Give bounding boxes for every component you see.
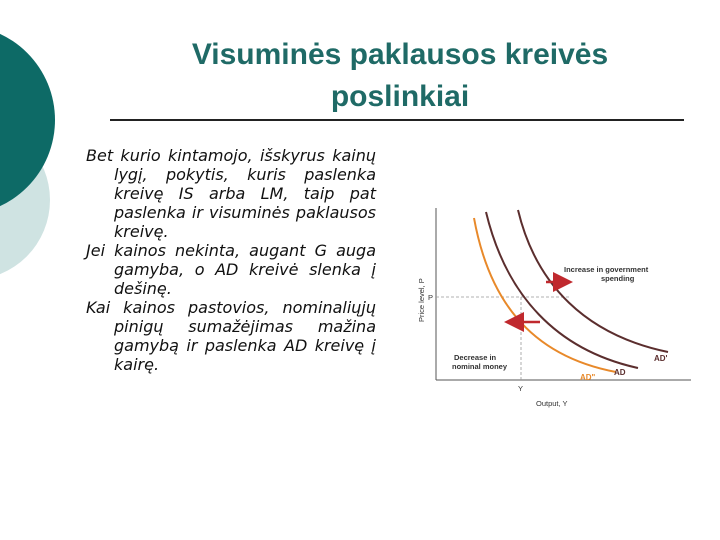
paragraph-3: Kai kainos pastovios, nominaliųjų pinigų sumažėjimas mažina gamybą ir paslenka AD kreivę į kairę.	[86, 298, 376, 374]
paragraph-1: Bet kurio kintamojo, išskyrus kainų lygį, pokytis, kuris paslenka kreivę IS arba LM, taip pat paslenka ir visuminės paklausos kreivę.	[86, 146, 376, 241]
ad-curve	[486, 212, 638, 368]
ad-double-prime-label: AD"	[580, 373, 596, 382]
title-underline	[110, 119, 684, 121]
increase-annotation-line2: spending	[601, 274, 635, 283]
ad-prime-curve	[518, 210, 668, 352]
ad-label: AD	[614, 368, 626, 377]
ad-shift-figure	[406, 200, 696, 415]
slide-title-line2: poslinkiai	[330, 80, 470, 113]
y-axis-label: Price level, P	[417, 278, 426, 322]
decorative-circles	[0, 0, 80, 300]
y-tick-label: Y	[518, 384, 524, 393]
p-tick-label: P	[428, 293, 434, 302]
paragraph-2: Jei kainos nekinta, augant G auga gamyba, o AD kreivė slenka į dešinę.	[86, 241, 376, 298]
decrease-annotation-line1: Decrease in	[454, 353, 497, 362]
slide-title	[110, 34, 690, 118]
x-axis-label: Output, Y	[536, 399, 568, 408]
decrease-annotation-line2: nominal money	[452, 362, 508, 371]
slide-title-line1: Visuminės paklausos kreivės	[191, 38, 609, 71]
slide-body	[86, 146, 376, 374]
ad-prime-label: AD'	[654, 354, 668, 363]
increase-annotation-line1: Increase in government	[564, 265, 649, 274]
